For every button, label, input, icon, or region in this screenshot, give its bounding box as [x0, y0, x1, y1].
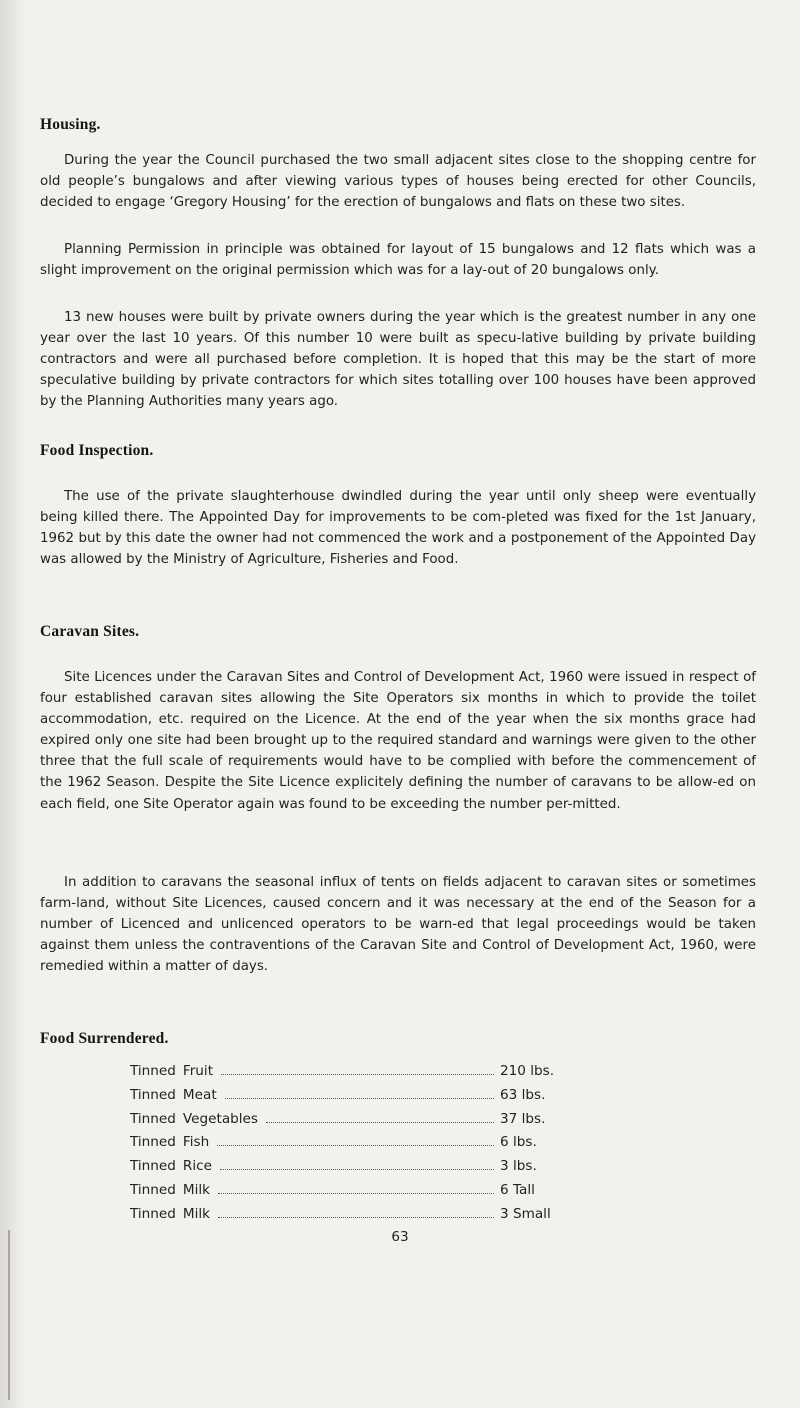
food-quantity: 63 lbs.	[500, 1086, 546, 1103]
food-item-name: Tinned Fish	[130, 1134, 210, 1151]
food-row	[130, 1158, 580, 1182]
food-quantity: 210 lbs.	[500, 1063, 555, 1079]
leader-dots	[218, 1216, 494, 1218]
leader-dots	[217, 1144, 494, 1146]
housing-heading: Housing.	[40, 116, 101, 133]
leader-dots	[221, 1073, 494, 1075]
food-quantity: 37 lbs.	[500, 1110, 546, 1127]
scan-edge-shadow	[0, 0, 26, 1408]
food-item-name: Tinned Vegetables	[130, 1110, 259, 1127]
caravan-sites-paragraph-1: Site Licences under the Caravan Sites and Control of Development Act, 1960 were issued in respect of four established caravan sites allowing the Site Operators six months in which to provide the toilet accommodation, etc. required on the Licence. At the end of the year when the six months grace had expired only one site had been brought up to the required standard and warnings were given to the other three that the full scale of requirements would have to be complied with before the commencement of the 1962 Season. Despite the Site Licence explicitely defining the number of caravans to be allow-ed on each field, one Site Operator again was found to be exceeding the number per-mitted.	[40, 670, 756, 812]
page-number: 63	[391, 1229, 409, 1245]
leader-dots	[218, 1192, 494, 1194]
housing-paragraph-3: 13 new houses were built by private owners during the year which is the greatest number in any one year over the last 10 years. Of this number 10 were built as specu-lative building by private building contractors and were all purchased before completion. It is hoped that this may be the start of more speculative building by private contractors for which sites totalling over 100 houses have been approved by the Planning Authorities many years ago.	[40, 310, 756, 410]
food-quantity: 3 Small	[500, 1205, 551, 1222]
leader-dots	[225, 1097, 494, 1099]
food-item-name: Tinned Milk	[130, 1205, 211, 1222]
food-item-name: Tinned Milk	[130, 1181, 211, 1198]
scan-margin-line	[8, 1230, 10, 1400]
food-inspection-heading: Food Inspection.	[40, 442, 154, 459]
food-quantity: 3 lbs.	[500, 1158, 537, 1175]
food-row	[130, 1063, 580, 1087]
food-quantity: 6 Tall	[500, 1181, 535, 1198]
food-surrendered-list	[130, 1063, 580, 1230]
food-surrendered-heading: Food Surrendered.	[40, 1030, 169, 1047]
caravan-sites-heading: Caravan Sites.	[40, 623, 140, 640]
leader-dots	[220, 1168, 494, 1170]
housing-paragraph-2: Planning Permission in principle was obtained for layout of 15 bungalows and 12 flats which was a slight improvement on the original permission which was for a lay-out of 20 bungalows only.	[40, 242, 756, 279]
food-quantity: 6 lbs.	[500, 1134, 537, 1151]
food-row	[130, 1206, 580, 1230]
housing-paragraph-1: During the year the Council purchased the two small adjacent sites close to the shopping centre for old people’s bungalows and after viewing various types of houses being erected for other Councils, decided to engage ‘Gregory Housing’ for the erection of bungalows and flats on these two sites.	[40, 153, 756, 211]
food-inspection-paragraph-1: The use of the private slaughterhouse dwindled during the year until only sheep were eventually being killed there. The Appointed Day for improvements to be com-pleted was fixed for the 1st January, 1962 but by this date the owner had not commenced the work and a postponement of the Appointed Day was allowed by the Ministry of Agriculture, Fisheries and Food.	[40, 489, 756, 568]
food-row	[130, 1087, 580, 1111]
leader-dots	[266, 1121, 494, 1123]
food-row	[130, 1111, 580, 1135]
food-item-name: Tinned Fruit	[130, 1063, 214, 1079]
food-row	[130, 1182, 580, 1206]
food-item-name: Tinned Meat	[130, 1086, 217, 1103]
food-item-name: Tinned Rice	[130, 1158, 212, 1175]
food-row	[130, 1134, 580, 1158]
caravan-sites-paragraph-2: In addition to caravans the seasonal influx of tents on fields adjacent to caravan sites or sometimes farm-land, without Site Licences, caused concern and it was necessary at the end of the Season for a number of Licenced and unlicenced operators to be warn-ed that legal proceedings would be taken against them unless the contraventions of the Caravan Site and Control of Development Act, 1960, were remedied within a matter of days.	[40, 875, 756, 975]
